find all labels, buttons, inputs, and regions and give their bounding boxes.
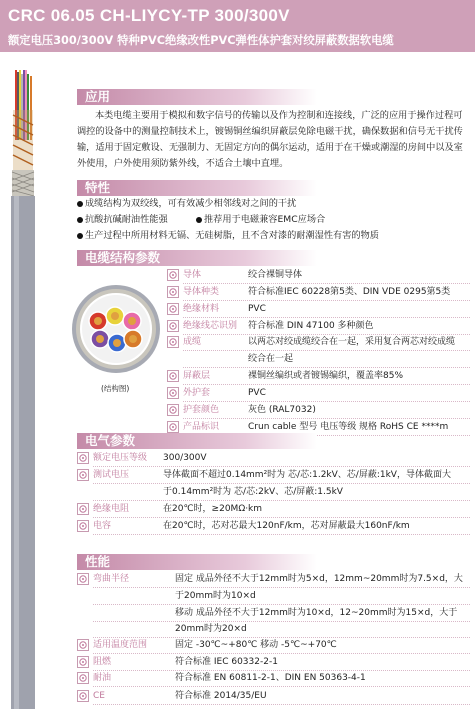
row-divider	[93, 670, 470, 671]
temperature-icon	[77, 639, 89, 651]
spec-label: 护套颜色	[183, 405, 220, 415]
spec-value: 20mm时为20×d	[175, 624, 247, 634]
spec-label: 适用温度范围	[93, 640, 148, 650]
spec-value: 于20mm时为10×d	[175, 591, 256, 601]
spec-label: 导体	[183, 270, 202, 280]
spec-value: 在20℃时，芯对芯最大120nF/km，芯对屏蔽最大160nF/km	[163, 521, 410, 531]
oil-icon	[77, 672, 89, 684]
cross-section-diagram	[70, 283, 162, 375]
feature-item: 推荐用于电磁兼容EMC应场合	[196, 214, 325, 226]
spec-label: 额定电压等级	[93, 453, 148, 463]
voltage-icon	[77, 452, 89, 464]
spec-value: 符合标准IEC 60228第5类、DIN VDE 0295第5类	[248, 287, 451, 297]
section-features-title: 特性	[85, 180, 111, 195]
spec-label: 绝缘电阻	[93, 504, 130, 514]
page-title: CRC 06.05 CH-LIYCY-TP 300/300V	[8, 6, 290, 25]
section-structure-header	[77, 250, 317, 266]
row-divider	[93, 483, 470, 484]
bullet-icon	[77, 201, 83, 207]
spec-label: 测试电压	[93, 470, 130, 480]
flame-icon	[77, 656, 89, 668]
spec-value: 于0.14mm²时为 芯/芯:2kV、芯/屏蔽:1.5kV	[163, 487, 343, 497]
spec-value: PVC	[248, 304, 266, 314]
jacket-color-icon	[167, 404, 179, 416]
row-divider	[183, 334, 470, 335]
spec-value: 灰色 (RAL7032)	[248, 405, 316, 415]
spec-value: 在20℃时，≥20MΩ·km	[163, 504, 263, 514]
bullet-icon	[196, 217, 202, 223]
row-divider	[183, 367, 470, 368]
spec-value: 裸铜丝编织或者镀锡编织，覆盖率85%	[248, 371, 404, 381]
section-electrical-header	[77, 433, 317, 449]
row-divider	[183, 401, 470, 402]
bend-radius-icon	[77, 573, 89, 585]
conductor-type-icon	[167, 286, 179, 298]
spec-value: PVC	[248, 388, 266, 398]
spec-label: 屏蔽层	[183, 371, 211, 381]
row-divider	[183, 350, 470, 351]
spec-value: 以两芯对绞成缆绞合在一起，采用复合两芯对绞成缆	[248, 337, 456, 347]
row-divider	[93, 704, 470, 705]
feature-item: 成缆结构为双绞线，可有效减少相邻线对之间的干扰	[77, 198, 296, 210]
section-features-header	[77, 180, 317, 196]
row-divider	[93, 500, 470, 501]
capacitance-icon	[77, 520, 89, 532]
spec-label: 阻燃	[93, 657, 112, 667]
ce-icon	[77, 690, 89, 702]
section-application-title: 应用	[85, 89, 111, 104]
spec-label: 电容	[93, 521, 112, 531]
insulation-icon	[167, 303, 179, 315]
spec-value: 绞合在一起	[248, 354, 294, 364]
stranding-icon	[167, 336, 179, 348]
row-divider	[93, 604, 470, 605]
diagram-caption: (结构图)	[101, 384, 130, 393]
section-electrical-title: 电气参数	[85, 433, 136, 448]
row-divider	[93, 686, 470, 687]
spec-label: 外护套	[183, 388, 211, 398]
bullet-icon	[77, 233, 83, 239]
conductor-icon	[167, 269, 179, 281]
cable-illustration	[8, 70, 38, 709]
page-subtitle: 额定电压300/300V 特种PVC绝缘改性PVC弹性体护套对绞屏蔽数据软电缆	[8, 34, 394, 47]
spec-label: 导体种类	[183, 287, 220, 297]
spec-value: 导体截面不超过0.14mm²时为 芯/芯:1.2kV、芯/屏蔽:1kV，导体截面大	[163, 470, 451, 480]
spec-value: 符合标准 IEC 60332-2-1	[175, 657, 278, 667]
spec-label: 绝缘线芯识别	[183, 321, 238, 331]
row-divider	[183, 317, 470, 318]
section-performance-header	[77, 554, 317, 570]
row-divider	[183, 300, 470, 301]
spec-label: 绝缘材料	[183, 304, 220, 314]
spec-value: 符合标准 DIN 47100 多种颜色	[248, 321, 374, 331]
spec-label: 产品标识	[183, 422, 220, 432]
section-structure-title: 电缆结构参数	[85, 250, 161, 265]
shield-icon	[167, 370, 179, 382]
spec-label: 弯曲半径	[93, 574, 130, 584]
application-text: 本类电缆主要用于模拟和数字信号的传输以及作为控制和连接线，广泛的应用于操作过程可调控的设备中的测量控制技术上，镀锡铜丝编织屏蔽层免除电磁干扰，确保数据和信号无干扰传输，适用于固定敷设、无强制力、无固定方向的偶尔运动，适用于在干燥或潮湿的房间中以及室外使用，户外使用须防紫外线，不适合土壤中直埋。	[77, 110, 463, 169]
feature-item: 抗酸抗碱耐油性能强	[77, 214, 168, 226]
spec-value: 符合标准 2014/35/EU	[175, 691, 267, 701]
spec-value: 符合标准 EN 60811-2-1、DIN EN 50363-4-1	[175, 673, 366, 683]
spec-label: CE	[93, 691, 105, 701]
spec-value: 固定 成品外径不大于12mm时为5×d，12mm~20mm时为7.5×d，大	[175, 574, 463, 584]
row-divider	[93, 637, 470, 638]
spec-value: 绞合裸铜导体	[248, 270, 303, 280]
spec-value: 固定 -30℃~+80℃ 移动 -5℃~+70℃	[175, 640, 337, 650]
header-bar	[0, 0, 475, 52]
feature-item: 生产过程中所用材料无镉、无硅树脂，且不含对漆的耐潮湿性有害的物质	[77, 230, 379, 242]
row-divider	[183, 283, 470, 284]
row-divider	[93, 534, 470, 535]
section-application-header	[77, 89, 317, 105]
bullet-icon	[77, 217, 83, 223]
row-divider	[93, 587, 470, 588]
core-id-icon	[167, 320, 179, 332]
resistance-icon	[77, 503, 89, 515]
row-divider	[183, 418, 470, 419]
spec-value: 300/300V	[163, 453, 207, 463]
spec-label: 成缆	[183, 337, 202, 347]
section-performance-title: 性能	[85, 554, 111, 569]
spec-value: 移动 成品外径不大于12mm时为10×d，12~20mm时为15×d，大于	[175, 608, 458, 618]
jacket-icon	[167, 387, 179, 399]
row-divider	[93, 466, 470, 467]
row-divider	[93, 653, 470, 654]
row-divider	[183, 384, 470, 385]
marking-icon	[167, 421, 179, 433]
row-divider	[93, 621, 470, 622]
spec-label: 耐油	[93, 673, 112, 683]
test-voltage-icon	[77, 469, 89, 481]
row-divider	[93, 517, 470, 518]
spec-value: Crun cable 型号 电压等级 规格 RoHS CE ****m	[248, 422, 449, 432]
